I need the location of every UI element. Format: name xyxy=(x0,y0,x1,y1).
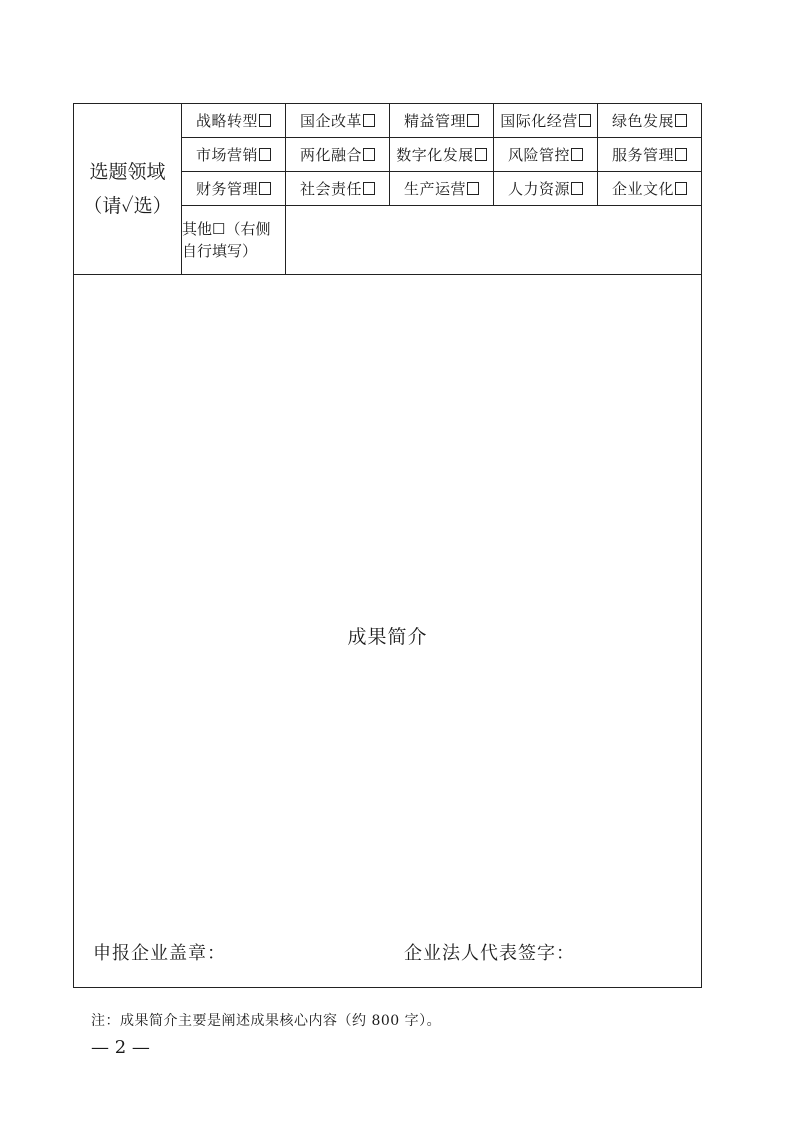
topic-option[interactable] xyxy=(390,138,494,172)
other-option-line2: 自行填写） xyxy=(182,242,258,260)
topic-option[interactable] xyxy=(286,104,390,138)
topic-option[interactable] xyxy=(286,172,390,206)
topic-option[interactable] xyxy=(598,104,702,138)
checkbox[interactable] xyxy=(259,114,271,127)
checkbox[interactable] xyxy=(467,114,479,127)
topic-option-label: 战略转型 xyxy=(195,112,258,130)
topic-option-label: 生产运营 xyxy=(403,180,466,198)
topic-area-label-line1: 选题领域 xyxy=(89,161,166,183)
topic-option-label: 服务管理 xyxy=(611,146,674,164)
topic-option-label: 人力资源 xyxy=(507,180,570,198)
summary-body-field[interactable] xyxy=(84,315,691,927)
topic-option[interactable] xyxy=(390,104,494,138)
topic-option[interactable] xyxy=(182,104,286,138)
footnote: 注：成果简介主要是阐述成果核心内容（约 800 字）。 xyxy=(91,1013,442,1029)
topic-option[interactable] xyxy=(390,172,494,206)
topic-area-label xyxy=(74,104,182,275)
topic-area-label-line2: （请✓选） xyxy=(83,195,172,217)
checkbox[interactable] xyxy=(259,182,271,195)
other-fill-field[interactable] xyxy=(286,206,702,275)
checkbox[interactable] xyxy=(467,182,479,195)
topic-option-label: 风险管控 xyxy=(507,146,570,164)
topic-option-label: 数字化发展 xyxy=(396,146,474,164)
checkbox[interactable] xyxy=(579,114,591,127)
topic-option[interactable] xyxy=(182,138,286,172)
topic-option-label: 精益管理 xyxy=(403,112,466,130)
checkbox[interactable] xyxy=(363,182,375,195)
topic-option[interactable] xyxy=(494,104,598,138)
checkbox[interactable] xyxy=(675,148,687,161)
topic-option[interactable] xyxy=(286,138,390,172)
other-option-line1: 其他☐（右侧 xyxy=(182,220,271,238)
topic-option[interactable] xyxy=(598,138,702,172)
checkbox[interactable] xyxy=(571,148,583,161)
topic-option[interactable] xyxy=(494,138,598,172)
company-seal-label: 申报企业盖章： xyxy=(93,943,226,964)
topic-option-label: 国际化经营 xyxy=(500,112,578,130)
checkbox[interactable] xyxy=(675,114,687,127)
topic-option-label: 企业文化 xyxy=(611,180,674,198)
topic-option-label: 财务管理 xyxy=(195,180,258,198)
summary-title: 成果简介 xyxy=(347,625,428,648)
checkbox[interactable] xyxy=(675,182,687,195)
page-number: — 2 — xyxy=(91,1037,150,1058)
checkbox[interactable] xyxy=(475,148,487,161)
checkbox[interactable] xyxy=(259,148,271,161)
checkbox[interactable] xyxy=(571,182,583,195)
application-form-table xyxy=(73,103,702,988)
topic-option[interactable] xyxy=(598,172,702,206)
topic-option-label: 国企改革 xyxy=(299,112,362,130)
topic-option[interactable] xyxy=(494,172,598,206)
summary-section xyxy=(74,275,702,988)
checkbox[interactable] xyxy=(363,148,375,161)
checkbox[interactable] xyxy=(363,114,375,127)
topic-option[interactable] xyxy=(182,172,286,206)
topic-option-label: 绿色发展 xyxy=(611,112,674,130)
other-option[interactable] xyxy=(182,206,286,275)
topic-option-label: 市场营销 xyxy=(195,146,258,164)
topic-option-label: 社会责任 xyxy=(299,180,362,198)
legal-representative-signature-label: 企业法人代表签字： xyxy=(404,943,575,964)
topic-option-label: 两化融合 xyxy=(299,146,362,164)
